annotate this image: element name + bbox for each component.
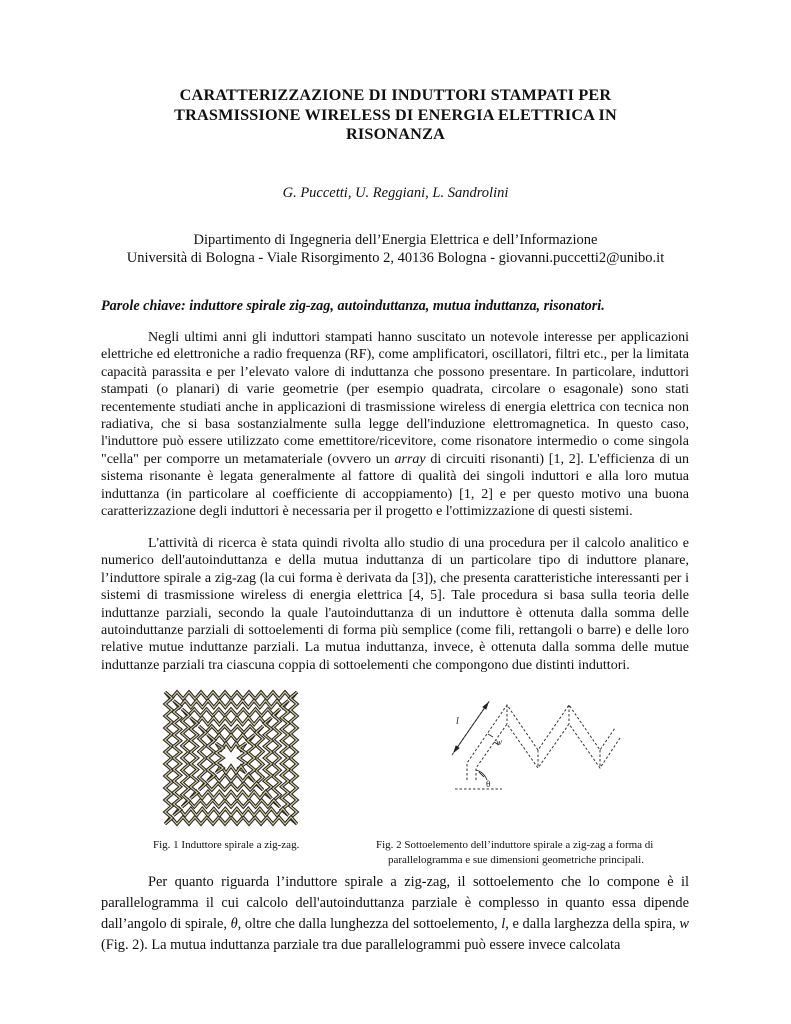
figure-2-caption: [376, 838, 696, 868]
paragraph-3-text-b: , oltre che dalla lunghezza del sottoelemento,: [237, 916, 502, 932]
paragraph-3-text-c: , e dalla larghezza della spira,: [505, 916, 680, 932]
figure-1-zigzag-inductor: [160, 686, 302, 830]
figure-2-parallelogram: [440, 688, 630, 792]
paper-title: [100, 86, 691, 145]
paragraph-1: [101, 329, 689, 520]
paragraph-3: [101, 872, 689, 956]
figure-1-caption: Fig. 1 Induttore spirale a zig-zag.: [153, 839, 300, 851]
paragraph-2: [101, 535, 689, 674]
figure-2-caption-line-2: parallelogramma e sue dimensioni geometriche principali.: [388, 854, 644, 866]
title-line-3: RISONANZA: [346, 125, 445, 143]
keywords: [101, 298, 605, 315]
paragraph-3-w: w: [679, 916, 690, 932]
figure-2-caption-line-1: Fig. 2 Sottoelemento dell’induttore spirale a zig-zag a forma di: [376, 839, 654, 851]
affiliation-line-2: Università di Bologna - Viale Risorgimento 2, 40136 Bologna - giovanni.puccetti2@unibo.it: [126, 249, 665, 266]
authors: G. Puccetti, U. Reggiani, L. Sandrolini: [282, 185, 509, 201]
paragraph-3-text-a: Per quanto riguarda l’induttore spirale a zig-zag, il sottoelemento che lo compone è il parallelogramma il cui calcolo dell'autoinduttanza parziale è complesso in quanto essa dipende dall’angolo di spirale,: [101, 874, 689, 932]
label-theta: θ: [486, 779, 491, 789]
affiliation-line-1: Dipartimento di Ingegneria dell’Energia Elettrica e dell’Informazione: [193, 232, 598, 248]
label-w: w: [496, 737, 503, 747]
paragraph-2-text: L'attività di ricerca è stata quindi rivolta allo studio di una procedura per il calcolo analitico e numerico dell'autoinduttanza e della mutua induttanza di un particolare tipo di induttore planare, l’induttore spirale a zig-zag (la cui forma è derivata da [3]), che presenta caratteristiche interessanti per i sistemi di trasmissione wireless di energia elettrica [4, 5]. Tale procedura si basa sulla teoria delle induttanze parziali, secondo la quale l'autoinduttanza di un induttore è ottenuta dalla somma delle autoinduttanze parziali di sottoelementi di forma più semplice (come fili, rettangoli o barre) e delle loro relative mutue induttanze parziali. La mutua induttanza, invece, è ottenuta dalla somma delle mutue induttanze parziali tra ciascuna coppia di sottoelementi che compongono due distinti induttori.: [101, 536, 689, 673]
paragraph-1-text-b: di circuiti risonanti) [1, 2]. L'efficienza di un sistema risonante è legata generalmente al fattore di qualità dei singoli induttori e alla loro mutua induttanza (in particolare al coefficiente di accoppiamento) [1, 2] e per questo motivo una buona caratterizzazione degli induttori è necessaria per il progetto e l'ottimizzazione di questi sistemi.: [101, 451, 689, 520]
paragraph-1-emphasis: array: [394, 451, 426, 467]
title-line-2: TRASMISSIONE WIRELESS DI ENERGIA ELETTRICA IN: [174, 105, 617, 124]
affiliation: [0, 232, 791, 267]
label-l: l: [456, 716, 459, 727]
keywords-end: .: [601, 298, 605, 314]
title-line-1: CARATTERIZZAZIONE DI INDUTTORI STAMPATI PER: [179, 86, 612, 104]
paragraph-3-theta: θ: [230, 916, 238, 932]
paragraph-3-l: l: [501, 916, 506, 932]
paragraph-3-text-d: (Fig. 2). La mutua induttanza parziale tra due parallelogrammi può essere invece calcolata: [101, 937, 621, 953]
keywords-text: Parole chiave: induttore spirale zig-zag, autoinduttanza, mutua induttanza, risonatori: [101, 298, 602, 314]
paragraph-1-text-a: Negli ultimi anni gli induttori stampati hanno suscitato un notevole interesse per applicazioni elettriche ed elettroniche a radio frequenza (RF), come amplificatori, oscillatori, filtri etc., per la limitata capacità parassita e per l’elevato valore di induttanza che possono presentare. In particolare, induttori stampati (o planari) di varie geometrie (per esempio quadrata, circolare o esagonale) sono stati recentemente studiati anche in applicazioni di trasmissione wireless di energia elettrica con tecnica non radiativa, che si basa sostanzialmente sulla legge dell'induzione elettromagnetica. In questo caso, l'induttore può essere utilizzato come emettitore/ricevitore, come risonatore intermedio o come singola "cella" per comporre un metamateriale (ovvero un: [101, 330, 689, 467]
